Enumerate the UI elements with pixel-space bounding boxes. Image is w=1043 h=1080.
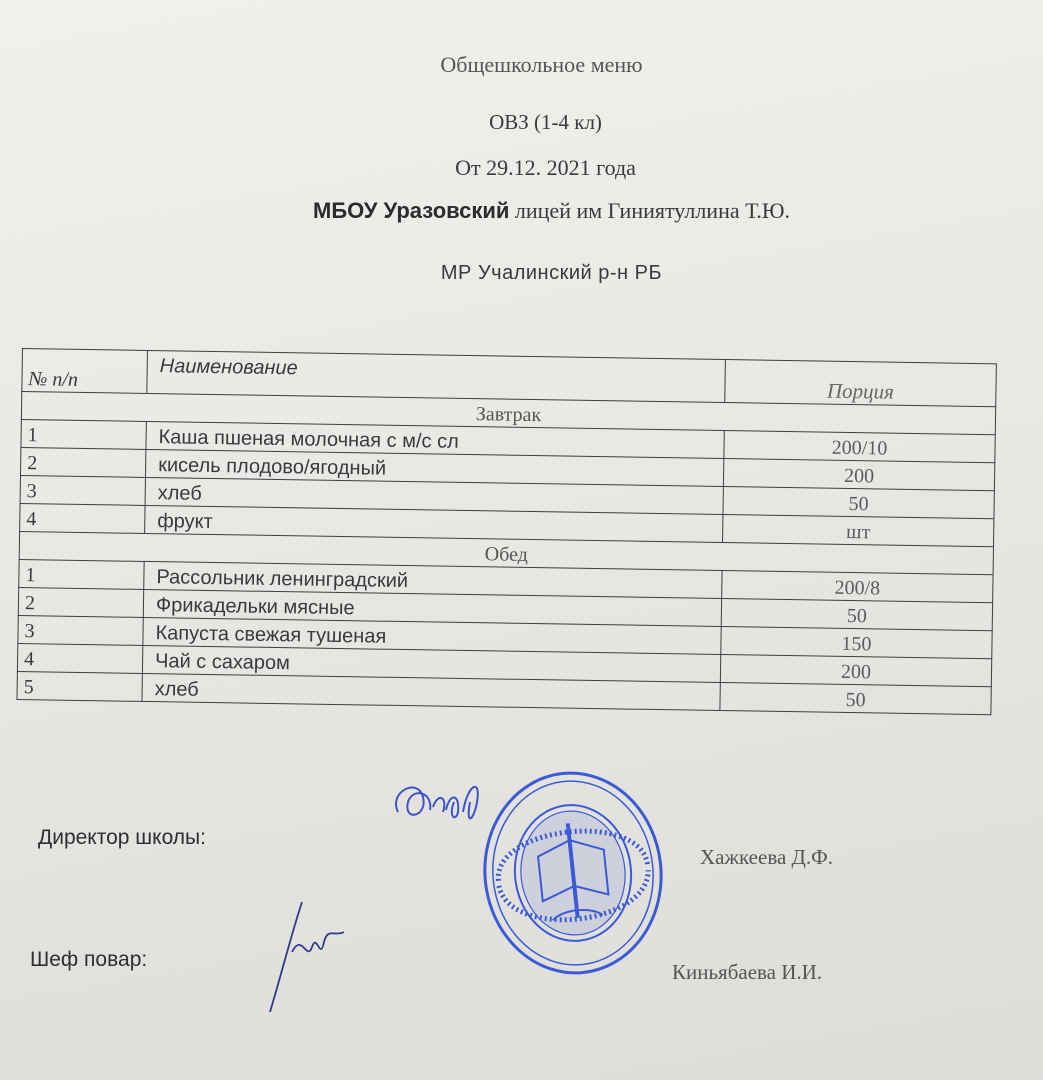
row-name: Капуста свежая тушеная <box>143 617 721 654</box>
row-name: хлеб <box>142 673 720 710</box>
row-num: 3 <box>18 615 143 645</box>
row-name: Рассольник ленинградский <box>144 561 722 598</box>
director-name: Хажкеева Д.Ф. <box>700 845 833 869</box>
row-num: 5 <box>17 671 142 701</box>
row-portion: шт <box>723 515 994 547</box>
col-header-num: № п/п <box>22 349 148 394</box>
row-name: Каша пшеная молочная с м/с сл <box>146 421 724 458</box>
menu-table <box>15 348 997 795</box>
row-portion: 200 <box>723 459 994 491</box>
school-name <box>30 198 1043 224</box>
row-name: фрукт <box>145 505 723 542</box>
row-num: 4 <box>17 643 142 673</box>
row-portion: 50 <box>721 599 992 631</box>
row-num: 4 <box>20 503 145 533</box>
col-header-name: Наименование <box>147 350 726 402</box>
row-name: кисель плодово/ягодный <box>145 449 723 486</box>
row-num: 3 <box>20 475 145 505</box>
menu-date: От 29.12. 2021 года <box>455 155 636 180</box>
row-num: 2 <box>18 587 143 617</box>
menu-title: Общешкольное меню <box>440 52 643 77</box>
row-portion: 200/8 <box>722 571 993 603</box>
row-name: Фрикадельки мясные <box>143 589 721 626</box>
row-name: хлеб <box>145 477 723 514</box>
chef-label: Шеф повар: <box>30 948 148 971</box>
section-label-lunch: Обед <box>19 531 993 574</box>
school-name-rest: лицей им Гиниятуллина Т.Ю. <box>509 198 790 223</box>
row-portion: 200/10 <box>724 431 995 463</box>
row-portion: 50 <box>723 487 994 519</box>
row-portion: 200 <box>720 655 991 687</box>
row-portion: 50 <box>720 683 991 715</box>
director-label: Директор школы: <box>38 826 206 849</box>
col-header-portion: Порция <box>725 360 997 407</box>
school-stamp <box>478 768 668 978</box>
section-label-breakfast: Завтрак <box>21 392 995 435</box>
chef-name: Киньябаева И.И. <box>672 960 823 984</box>
row-num: 1 <box>19 559 144 589</box>
row-num: 1 <box>21 419 146 449</box>
menu-category: ОВЗ (1-4 кл) <box>489 110 602 134</box>
row-name: Чай с сахаром <box>142 645 720 682</box>
chef-signature <box>262 892 352 1022</box>
row-num: 2 <box>20 447 145 477</box>
school-name-bold: МБОУ Уразовский <box>313 198 510 223</box>
district: МР Учалинский р-н РБ <box>440 262 663 284</box>
row-portion: 150 <box>721 627 992 659</box>
